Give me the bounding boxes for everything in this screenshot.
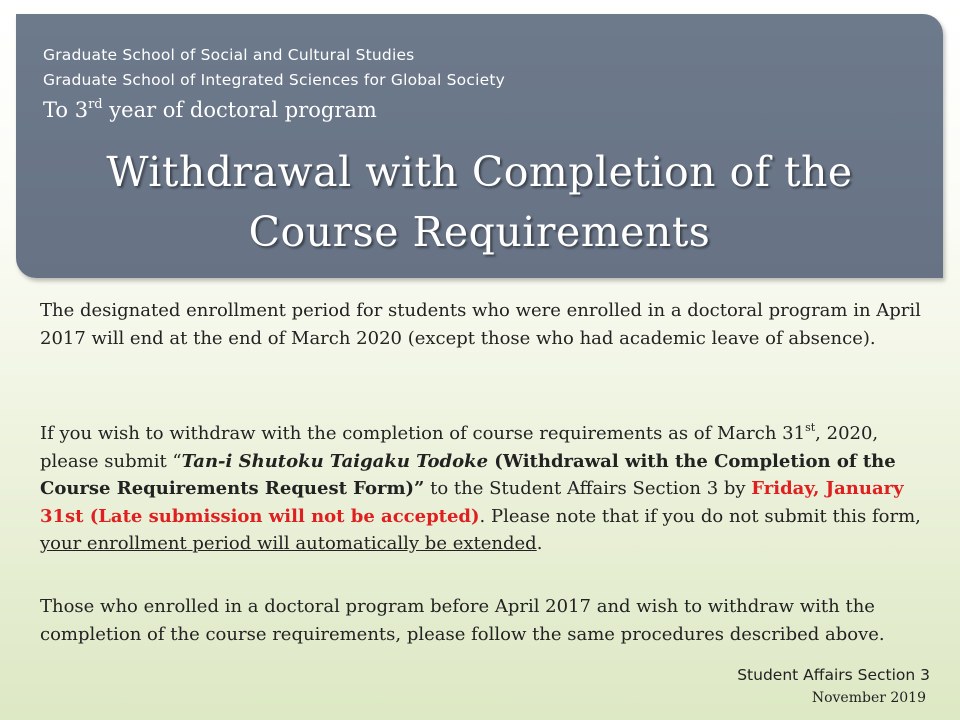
audience-prefix: To 3: [43, 98, 89, 122]
para2-text-d: . Please note that if you do not submit this form,: [479, 505, 921, 527]
paragraph-withdrawal-instructions: [40, 420, 940, 558]
page-title: [16, 142, 943, 262]
footer-date: November 2019: [811, 690, 926, 706]
paragraph-enrollment-period: The designated enrollment period for students who were enrolled in a doctoral program in April 2017 will end at the end of March 2020 (except those who had academic leave of absence).: [40, 300, 921, 349]
school-name-2: Graduate School of Integrated Sciences for Global Society: [43, 71, 505, 89]
form-name-japanese: Tan-i Shutoku Taigaku Todoke: [181, 450, 489, 472]
school-name-1: Graduate School of Social and Cultural Studies: [43, 46, 415, 64]
form-name-english: (Withdrawal with the Completion of the Course Requirements Request Form)”: [40, 450, 896, 499]
footer-section-name: Student Affairs Section 3: [737, 666, 930, 684]
paragraph-earlier-enrollees: Those who enrolled in a doctoral program before April 2017 and wish to withdraw with the completion of the course requirements, please follow the same procedures described above.: [40, 596, 885, 645]
title-line-1: Withdrawal with Completion of the: [106, 148, 853, 196]
extension-warning: your enrollment period will automatically be extended: [40, 533, 537, 554]
title-line-2: Course Requirements: [248, 208, 711, 256]
audience-ordinal: rd: [88, 97, 103, 112]
para2-text-e: .: [536, 533, 543, 554]
para2-text-c: to the Student Affairs Section 3 by: [424, 478, 752, 499]
audience-line: [43, 98, 377, 122]
para2-text-b: , 2020, please submit “: [40, 423, 879, 472]
header-box: [16, 14, 943, 278]
deadline-notice: Friday, January 31st (Late submission will not be accepted): [40, 478, 904, 527]
audience-suffix: year of doctoral program: [102, 98, 377, 122]
para2-ordinal: st: [805, 421, 816, 434]
para2-text-a: If you wish to withdraw with the completion of course requirements as of March 31: [40, 423, 806, 444]
